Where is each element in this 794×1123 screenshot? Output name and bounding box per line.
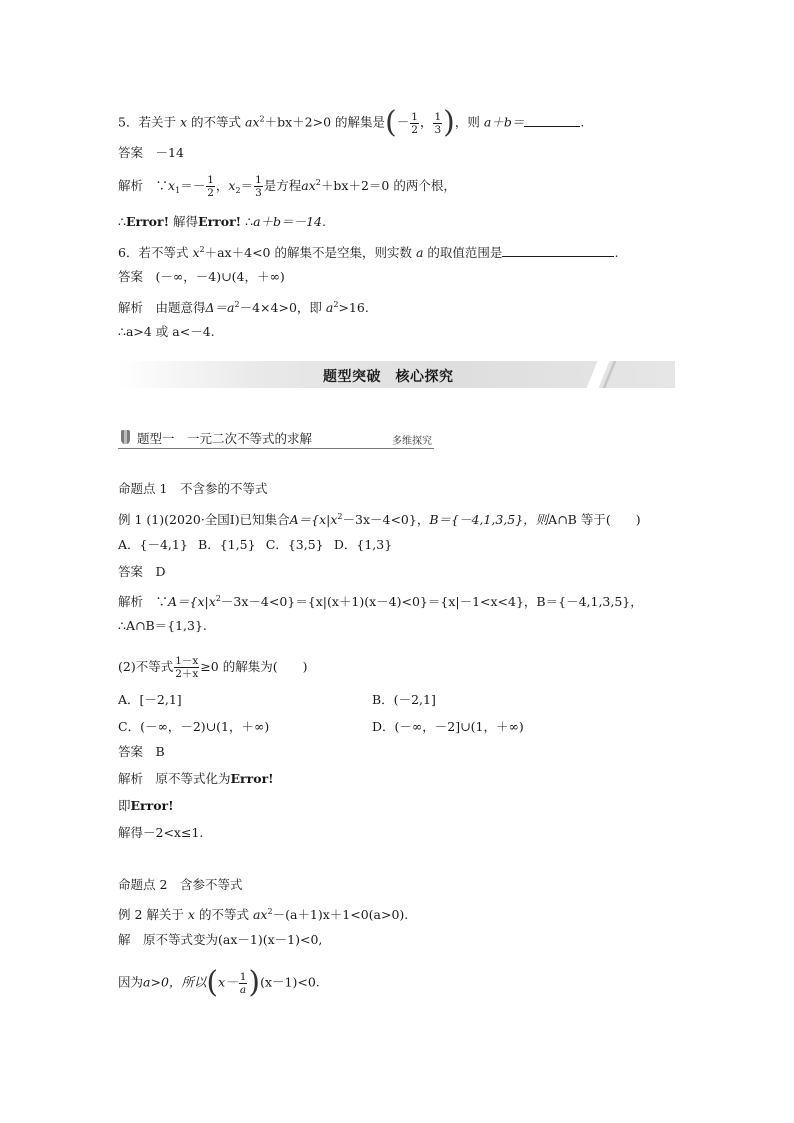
question-text: 的解集是 <box>335 114 386 130</box>
example-text: (2)不等式 <box>118 659 174 674</box>
fraction-den: 3 <box>255 187 262 199</box>
question-5: 5．若关于 x 的不等式 $ax^2+bx+2>0$ 的解集是(－ $\frac{1}{2}$ ， $\frac{1}{3}$ )，则 a＋b＝ . <box>118 105 585 140</box>
example-1-2-answer <box>118 744 165 760</box>
fraction-num: 1 <box>207 174 214 186</box>
answer-label: 答案 <box>118 744 144 759</box>
error-placeholder: Error! <box>198 214 242 229</box>
option-b[interactable]: B．(－2,1] <box>372 692 436 707</box>
solution-6-cont <box>118 324 215 340</box>
fraction-num: 1 <box>411 110 418 123</box>
right-paren: ) <box>248 965 261 1000</box>
example-label: 例 2 <box>118 907 143 922</box>
option-a[interactable]: A．[－2,1] <box>118 692 182 707</box>
answer-value: (－∞，－4)∪(4，＋∞) <box>155 269 285 284</box>
therefore-symbol: ∴ <box>245 214 254 229</box>
example-text: 的不等式 <box>198 907 249 922</box>
solution-text: 的两个根， <box>393 178 456 193</box>
fraction-den: 2＋x <box>175 668 199 680</box>
inequality-term: ax <box>245 114 260 130</box>
example-text: (1)(2020·全国Ⅰ)已知集合 <box>146 512 290 527</box>
fraction-one-third <box>433 111 442 136</box>
topic-header <box>118 428 434 449</box>
solution-text: 由题意得 <box>155 300 206 315</box>
comma: ， <box>419 114 433 130</box>
question-text: 的取值范围是 <box>427 245 503 260</box>
therefore-symbol: ∴ <box>118 214 126 229</box>
question-text: 的解集不是空集，则实数 <box>274 245 412 260</box>
discriminant: Δ＝a <box>205 300 235 315</box>
left-paren: ( <box>385 105 397 140</box>
variable: x <box>228 178 236 193</box>
minus-sign: － <box>396 114 410 130</box>
equation-term: ax <box>301 178 316 193</box>
example-1-solution: 解析 $\because A=\{x|x^2-3x-4<0\}=\{x|(x+1)(x-4)<0\}=\{x|-1<x<4\}$，B＝{－4,1,3,5}， <box>118 594 643 609</box>
solution-text: 解得－2<x≤1. <box>118 825 204 840</box>
point-title: 不含参的不等式 <box>179 481 268 496</box>
fraction-num: 1－x <box>175 655 199 667</box>
variable: x <box>168 178 176 193</box>
example-1-2-solution-cont <box>118 798 174 814</box>
question-text: 若关于 <box>138 114 176 130</box>
solution-text: ∴A∩B＝{1,3}. <box>118 618 207 633</box>
answer-value: B <box>155 744 165 759</box>
example-text: 解关于 <box>146 907 184 922</box>
solution-text: >16. <box>338 300 369 315</box>
fraction-one-half <box>206 174 215 199</box>
solution-5: 解析 $\because x_1=-$ $\frac{1}{2}$ ，$x_2=$ $\frac{1}{3}$ 是方程$ax^2+bx+2=0$ 的两个根， <box>118 174 456 199</box>
solution-label: 解析 <box>118 594 144 609</box>
solution-text: 因为 <box>118 974 144 990</box>
inequality-rest: ＋bx＋2>0 <box>264 114 332 130</box>
condition: a>0，所以 <box>143 974 207 990</box>
variable: x <box>179 114 188 130</box>
inequality-rest: －(a＋1)x＋1<0(a>0). <box>272 907 409 922</box>
question-number: 5． <box>118 114 139 130</box>
error-placeholder: Error! <box>130 798 174 813</box>
point-label: 命题点 1 <box>118 481 168 496</box>
example-question: A∩B 等于( ) <box>548 512 641 527</box>
fraction-inequality <box>174 655 199 680</box>
fraction-num: 1 <box>239 970 247 983</box>
fraction-den: 3 <box>434 123 442 136</box>
solution-text: ∴a>4 或 a<－4. <box>118 324 215 339</box>
solution-text: (x－1)<0. <box>260 974 320 990</box>
answer-label: 答案 <box>118 269 144 284</box>
result-expression: a＋b＝－14. <box>253 214 326 229</box>
inequality-term: ax <box>252 907 268 922</box>
fraction-den: 2 <box>411 123 418 136</box>
answer-5 <box>118 145 184 161</box>
set-a: A＝{x|x <box>289 512 338 527</box>
banner-title: 题型突破 核心探究 <box>323 369 454 385</box>
option-a[interactable]: A．{－4,1} <box>118 537 188 552</box>
right-paren: ) <box>443 105 455 140</box>
fraction-one-over-a <box>239 971 248 996</box>
question-text: 若不等式 <box>138 245 189 260</box>
topic-title: 题型一 一元二次不等式的求解 <box>137 431 313 446</box>
question-text: 的不等式 <box>191 114 242 130</box>
period: . <box>614 245 619 260</box>
answer-expression: a＋b＝ <box>483 114 525 130</box>
solution-label: 解析 <box>118 178 144 193</box>
example-question: ≥0 的解集为( ) <box>200 659 308 674</box>
bookmark-icon <box>121 430 130 444</box>
question-6: 6．若不等式 $x^2+ax+4<0$ 的解集不是空集，则实数 a 的取值范围是 . <box>118 245 619 260</box>
since-symbol: ∵ <box>155 178 169 193</box>
example-2-solution <box>118 932 322 948</box>
equation-rest: ＋bx＋2＝0 <box>320 178 390 193</box>
option-c[interactable]: C．{3,5} <box>265 537 324 552</box>
example-1: 例 1 (1)(2020·全国Ⅰ)已知集合$A=\{x|x^2-3x-4<0\}$，B＝{－4,1,3,5}，则A∩B 等于( ) <box>118 512 641 527</box>
answer-blank[interactable] <box>502 246 614 257</box>
question-number: 6． <box>118 245 139 260</box>
answer-label: 答案 <box>118 564 144 579</box>
error-placeholder: Error! <box>125 214 170 229</box>
left-paren: ( <box>206 965 219 1000</box>
solution-text: 原不等式化为 <box>155 771 231 786</box>
example-1-2-solution-result <box>118 825 203 841</box>
answer-blank[interactable] <box>524 116 580 127</box>
example-1-options <box>118 537 392 553</box>
example-1-solution-cont <box>118 618 207 634</box>
variable: a <box>325 300 334 315</box>
solution-label: 解析 <box>118 771 144 786</box>
solution-text: 解得 <box>173 214 199 229</box>
error-placeholder: Error! <box>230 771 274 786</box>
equals: ＝ <box>240 178 254 193</box>
solution-label: 解析 <box>118 300 144 315</box>
section-banner <box>118 361 675 388</box>
solution-6: 解析 由题意得$\Delta=a^2-4\times 4>0$，即 $a^2>16$. <box>118 300 369 315</box>
answer-value: D <box>155 564 166 579</box>
variable: a <box>415 245 424 260</box>
solution-text: 即 <box>118 798 131 813</box>
since-symbol: ∵ <box>155 594 169 609</box>
point-title: 含参不等式 <box>179 877 243 892</box>
set-a-rest: －3x－4<0}， <box>342 512 430 527</box>
fraction-den: a <box>239 983 247 996</box>
example-1-answer <box>118 564 166 580</box>
example-1-part-2 <box>118 655 307 680</box>
example-label: 例 1 <box>118 512 143 527</box>
set-expression: A＝{x|x <box>168 594 216 609</box>
question-text: ，则 <box>454 114 480 130</box>
point-1-heading <box>118 481 267 497</box>
example-2-solution-cont <box>118 965 320 1000</box>
fraction-one-half <box>410 111 419 136</box>
expression: x－ <box>218 974 238 990</box>
answer-label: 答案 <box>118 145 144 160</box>
set-b: B＝{－4,1,3,5}，则 <box>429 512 549 527</box>
answer-6 <box>118 269 285 285</box>
fraction-num: 1 <box>255 174 262 186</box>
option-d[interactable]: D．{1,3} <box>333 537 393 552</box>
variable: x <box>187 907 195 922</box>
example-1-2-solution <box>118 771 274 787</box>
fraction-den: 2 <box>207 187 214 199</box>
solution-label: 解 <box>118 932 131 947</box>
solution-text: 是方程 <box>263 178 302 193</box>
set-expression-rest: －3x－4<0}＝{x|(x＋1)(x－4)<0}＝{x|－1<x<4}，B＝{－4,1,3,5}， <box>220 594 643 609</box>
comma: ， <box>215 178 229 193</box>
option-c[interactable]: C．(－∞，－2)∪(1，＋∞) <box>118 719 270 734</box>
point-2-heading <box>118 877 242 893</box>
topic-tag: 多维探究 <box>392 436 432 447</box>
fraction-one-third <box>254 174 263 199</box>
equals-minus: ＝－ <box>180 178 206 193</box>
answer-value: －14 <box>155 145 184 160</box>
option-b[interactable]: B．{1,5} <box>198 537 256 552</box>
fraction-num: 1 <box>434 110 442 123</box>
solution-text: －4×4>0，即 <box>239 300 322 315</box>
period: . <box>580 114 585 130</box>
solution-5-cont <box>118 214 326 230</box>
inequality-term: x <box>192 245 200 260</box>
example-2: 例 2 解关于 x 的不等式 $ax^2-(a+1)x+1<0(a>0)$. <box>118 907 409 922</box>
inequality-rest: ＋ax＋4<0 <box>204 245 271 260</box>
point-label: 命题点 2 <box>118 877 168 892</box>
solution-text: 原不等式变为(ax－1)(x－1)<0, <box>143 932 323 947</box>
option-d[interactable]: D．(－∞，－2]∪(1，＋∞) <box>372 719 524 734</box>
